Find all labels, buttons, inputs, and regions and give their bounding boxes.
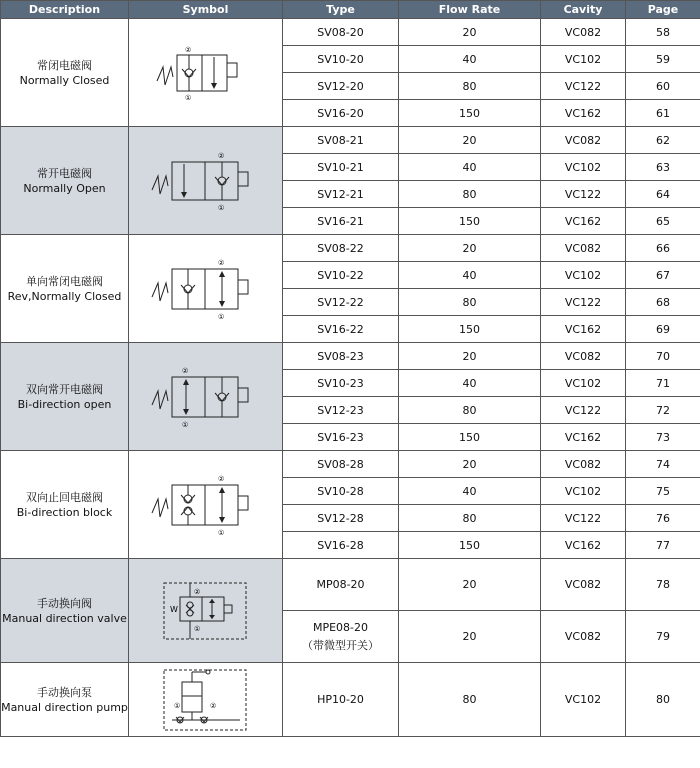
page-cell: 79 [626, 611, 700, 663]
flow-rate-cell: 40 [399, 262, 541, 289]
port-2-label: ② [181, 366, 188, 375]
spring-w-label: W [169, 604, 178, 614]
page-cell: 61 [626, 100, 700, 127]
type-cell: SV10-22 [283, 262, 399, 289]
flow-rate-cell: 150 [399, 100, 541, 127]
page-cell: 65 [626, 208, 700, 235]
page-cell: 63 [626, 154, 700, 181]
table-row [1, 559, 700, 611]
cavity-cell: VC102 [541, 46, 626, 73]
cavity-cell: VC082 [541, 611, 626, 663]
header-cavity: Cavity [541, 1, 626, 19]
page-cell: 76 [626, 505, 700, 532]
cavity-cell: VC082 [541, 19, 626, 46]
type-cell: SV10-21 [283, 154, 399, 181]
type-cell: SV10-23 [283, 370, 399, 397]
group-description [1, 127, 129, 235]
flow-rate-cell: 20 [399, 451, 541, 478]
cavity-cell: VC122 [541, 181, 626, 208]
port-2-label: ② [217, 151, 224, 160]
cavity-cell: VC082 [541, 127, 626, 154]
description-en: Manual direction valve [2, 611, 127, 625]
flow-rate-cell: 40 [399, 478, 541, 505]
page-cell: 78 [626, 559, 700, 611]
cavity-cell: VC102 [541, 262, 626, 289]
cavity-cell: VC122 [541, 505, 626, 532]
header-flow-rate: Flow Rate [399, 1, 541, 19]
port-1-label: ① [217, 528, 224, 537]
port-2-label: ② [193, 587, 200, 596]
cavity-cell: VC082 [541, 559, 626, 611]
flow-rate-cell: 150 [399, 208, 541, 235]
type-code: MPE08-20 [312, 620, 369, 634]
type-cell: SV08-20 [283, 19, 399, 46]
type-cell [283, 611, 399, 663]
port-1-label: ① [193, 624, 200, 633]
description-zh: 常开电磁阀 [37, 166, 92, 180]
page-cell: 80 [626, 663, 700, 737]
type-cell: MP08-20 [283, 559, 399, 611]
normally-closed-valve-symbol [129, 19, 283, 127]
description-en: Manual direction pump [1, 700, 128, 714]
bi-direction-block-valve-symbol [129, 451, 283, 559]
flow-rate-cell: 40 [399, 370, 541, 397]
flow-rate-cell: 150 [399, 424, 541, 451]
cavity-cell: VC122 [541, 397, 626, 424]
group-description [1, 19, 129, 127]
group-description [1, 451, 129, 559]
page-cell: 60 [626, 73, 700, 100]
header-row [1, 1, 700, 19]
type-cell: SV16-23 [283, 424, 399, 451]
group-description [1, 235, 129, 343]
table-row [1, 663, 700, 737]
flow-rate-cell: 20 [399, 611, 541, 663]
flow-rate-cell: 20 [399, 19, 541, 46]
type-cell: SV08-21 [283, 127, 399, 154]
type-cell: SV12-28 [283, 505, 399, 532]
group-description [1, 559, 129, 663]
page-cell: 74 [626, 451, 700, 478]
type-cell: SV10-28 [283, 478, 399, 505]
page-cell: 67 [626, 262, 700, 289]
type-cell: SV16-22 [283, 316, 399, 343]
table-row [1, 235, 700, 262]
type-cell: SV12-23 [283, 397, 399, 424]
manual-direction-pump-symbol [129, 663, 283, 737]
flow-rate-cell: 20 [399, 235, 541, 262]
cavity-cell: VC162 [541, 316, 626, 343]
page-cell: 77 [626, 532, 700, 559]
cavity-cell: VC122 [541, 289, 626, 316]
rev-normally-closed-valve-symbol [129, 235, 283, 343]
description-zh: 手动换向阀 [37, 596, 92, 610]
header-symbol: Symbol [129, 1, 283, 19]
table-row [1, 19, 700, 46]
cavity-cell: VC162 [541, 424, 626, 451]
page-cell: 68 [626, 289, 700, 316]
flow-rate-cell: 80 [399, 181, 541, 208]
type-note: （带微型开关） [302, 638, 379, 652]
type-cell: SV16-20 [283, 100, 399, 127]
cavity-cell: VC082 [541, 343, 626, 370]
page-cell: 75 [626, 478, 700, 505]
port-1-label: ① [217, 312, 224, 321]
flow-rate-cell: 20 [399, 343, 541, 370]
header-description: Description [1, 1, 129, 19]
cavity-cell: VC162 [541, 100, 626, 127]
page-cell: 66 [626, 235, 700, 262]
type-cell: SV08-23 [283, 343, 399, 370]
description-zh: 单向常闭电磁阀 [26, 274, 103, 288]
flow-rate-cell: 80 [399, 289, 541, 316]
cavity-cell: VC162 [541, 208, 626, 235]
port-2-label: ② [217, 474, 224, 483]
bi-direction-open-valve-symbol [129, 343, 283, 451]
port-1-label: ① [184, 93, 191, 102]
flow-rate-cell: 40 [399, 46, 541, 73]
description-en: Bi-direction block [16, 505, 113, 519]
flow-rate-cell: 80 [399, 505, 541, 532]
flow-rate-cell: 20 [399, 559, 541, 611]
cavity-cell: VC102 [541, 370, 626, 397]
page-cell: 69 [626, 316, 700, 343]
flow-rate-cell: 40 [399, 154, 541, 181]
description-zh: 双向止回电磁阀 [26, 490, 103, 504]
flow-rate-cell: 80 [399, 397, 541, 424]
type-cell: SV16-28 [283, 532, 399, 559]
description-zh: 常闭电磁阀 [37, 58, 92, 72]
flow-rate-cell: 150 [399, 532, 541, 559]
page-cell: 73 [626, 424, 700, 451]
cavity-cell: VC102 [541, 154, 626, 181]
page-cell: 70 [626, 343, 700, 370]
cavity-cell: VC082 [541, 451, 626, 478]
port-1-label: ① [181, 420, 188, 429]
cavity-cell: VC082 [541, 235, 626, 262]
type-cell: SV12-21 [283, 181, 399, 208]
cavity-cell: VC102 [541, 478, 626, 505]
type-cell: SV16-21 [283, 208, 399, 235]
page-cell: 64 [626, 181, 700, 208]
cavity-cell: VC162 [541, 532, 626, 559]
type-cell: SV12-22 [283, 289, 399, 316]
type-cell: SV08-22 [283, 235, 399, 262]
flow-rate-cell: 150 [399, 316, 541, 343]
flow-rate-cell: 20 [399, 127, 541, 154]
page-cell: 59 [626, 46, 700, 73]
manual-direction-valve-symbol [129, 559, 283, 663]
page-cell: 71 [626, 370, 700, 397]
description-en: Normally Open [23, 181, 106, 195]
group-description [1, 343, 129, 451]
normally-open-valve-symbol [129, 127, 283, 235]
description-en: Rev,Normally Closed [7, 289, 122, 303]
cavity-cell: VC122 [541, 73, 626, 100]
type-cell: HP10-20 [283, 663, 399, 737]
type-cell: SV12-20 [283, 73, 399, 100]
port-2-label: ② [209, 701, 216, 710]
group-description [1, 663, 129, 737]
type-cell: SV10-20 [283, 46, 399, 73]
flow-rate-cell: 80 [399, 663, 541, 737]
page-cell: 62 [626, 127, 700, 154]
table-row [1, 127, 700, 154]
table-row [1, 451, 700, 478]
table-row [1, 343, 700, 370]
header-page: Page [626, 1, 700, 19]
description-zh: 手动换向泵 [37, 685, 92, 699]
description-en: Normally Closed [19, 73, 110, 87]
port-1-label: ① [173, 701, 180, 710]
flow-rate-cell: 80 [399, 73, 541, 100]
port-1-label: ① [217, 203, 224, 212]
description-en: Bi-direction open [17, 397, 112, 411]
page-cell: 72 [626, 397, 700, 424]
port-2-label: ② [184, 45, 191, 54]
description-zh: 双向常开电磁阀 [26, 382, 103, 396]
header-type: Type [283, 1, 399, 19]
page-cell: 58 [626, 19, 700, 46]
port-2-label: ② [217, 258, 224, 267]
type-cell: SV08-28 [283, 451, 399, 478]
cavity-cell: VC102 [541, 663, 626, 737]
